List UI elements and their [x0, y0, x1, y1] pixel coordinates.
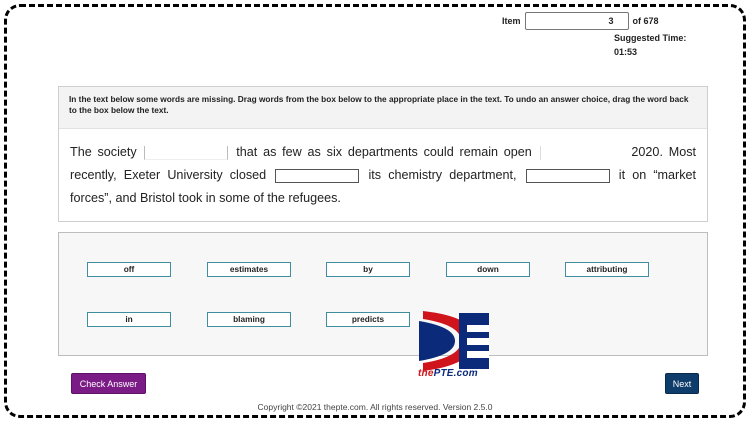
word-bank	[58, 232, 708, 356]
word-chip-estimates[interactable]: estimates	[207, 262, 291, 277]
word-chip-predicts[interactable]: predicts	[326, 312, 410, 327]
question-panel	[58, 86, 708, 222]
passage-segment: 2020. Most recently, Exeter University closed	[70, 145, 697, 182]
suggested-time-value: 01:53	[614, 47, 638, 57]
blank-1-drop-zone[interactable]	[144, 146, 228, 160]
blank-2-drop-zone[interactable]	[540, 146, 624, 160]
item-number-input[interactable]	[525, 12, 629, 30]
word-chip-attributing[interactable]: attributing	[565, 262, 649, 277]
check-answer-button[interactable]: Check Answer	[71, 373, 146, 394]
item-counter	[502, 11, 659, 31]
next-button[interactable]: Next	[665, 373, 699, 394]
item-total: of 678	[632, 16, 659, 26]
passage-segment: that as few as six departments could remain open	[236, 145, 532, 159]
passage	[59, 129, 707, 210]
word-chip-off[interactable]: off	[87, 262, 171, 277]
passage-segment: its chemistry department,	[368, 168, 517, 182]
blank-3-drop-zone[interactable]	[275, 169, 359, 183]
word-chip-down[interactable]: down	[446, 262, 530, 277]
passage-segment: The society	[70, 145, 137, 159]
suggested-time-label: Suggested Time:	[614, 33, 687, 43]
passage-segment: it on “market forces”, and Bristol took in some of the refugees.	[70, 168, 697, 205]
instruction-text: In the text below some words are missing. Drag words from the box below to the appropriate place in the text. To undo an answer choice, drag the word back to the box below the text.	[59, 87, 707, 129]
logo-wordmark: thePTE.com	[418, 368, 478, 379]
suggested-time	[614, 31, 686, 59]
copyright-text: Copyright ©2021 thepte.com. All rights reserved. Version 2.5.0	[257, 402, 493, 412]
word-chip-in[interactable]: in	[87, 312, 171, 327]
blank-4-drop-zone[interactable]	[526, 169, 610, 183]
item-label: Item	[502, 16, 521, 26]
word-chip-by[interactable]: by	[326, 262, 410, 277]
word-chip-blaming[interactable]: blaming	[207, 312, 291, 327]
